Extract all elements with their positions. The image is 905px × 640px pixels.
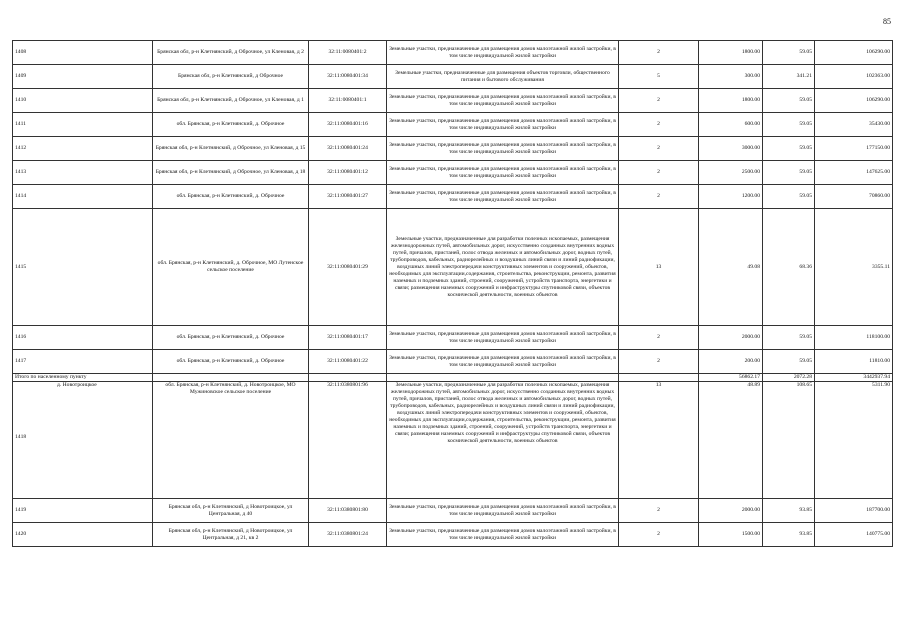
row-rate-cell: 59.05 [763, 350, 815, 374]
row-land-use-cell: Земельные участки, предназначенные для размещения домов малоэтажной жилой застройки, в том числе индивидуальной жилой застройки [387, 113, 619, 137]
summary-area: 56862.17 [699, 374, 763, 382]
table-body-obrochnoe [13, 41, 893, 374]
row-land-use-cell: Земельные участки, предназначенные для разработки полезных ископаемых, размещения железнодорожных путей, автомобильных дорог, искусственно созданных внутренних водных путей, причалов, пристаней, полос отвода железных и автомобильных дорог, водных путей, трубопроводов, кабельных, радиорелейных и воздушных линий связи и линий радиофикации, воздушных линий электропередачи конструктивных элементов и сооружений, объектов, необходимых для эксплуатации,содержания, строительства, реконструкции, ремонта, развития наземных и подземных зданий, строений, сооружений, устройств транспорта, энергетики и связи; размещения наземных сооружений и инфраструктуры спутниковой связи, объектов космической деятельности, военных объектов [387, 209, 619, 326]
page-number: 85 [883, 17, 891, 26]
row-cadastral-number-cell: 32:11:0080401:27 [309, 185, 387, 209]
row-area-cell: 3000.00 [699, 137, 763, 161]
row-use-code-cell: 2 [619, 137, 699, 161]
row-use-code-cell: 2 [619, 41, 699, 65]
row-area-cell: 200.00 [699, 350, 763, 374]
row-value-cell: 3355.11 [815, 209, 893, 326]
row-address-cell: Брянская обл, р-н Клетнянский, д Оброчное, ул Кленовая, д 1 [153, 89, 309, 113]
row-address-cell: обл. Брянская, р-н Клетнянский, д. Оброчное [153, 185, 309, 209]
row-id-cell: 1412 [13, 137, 153, 161]
row-rate-cell: 341.21 [763, 65, 815, 89]
row-cadastral-number-cell: 32:11:0080401:16 [309, 113, 387, 137]
locality-heading: д. Новотроицкое [57, 382, 97, 388]
row-value-cell: 177150.00 [815, 137, 893, 161]
row-cadastral-number-cell: 32:11:0080401:29 [309, 209, 387, 326]
table-row [13, 65, 893, 89]
row-area-cell: 1800.00 [699, 41, 763, 65]
row-cadastral-number-cell: 32:11:0080401:12 [309, 161, 387, 185]
table-row [13, 185, 893, 209]
row-cadastral-number-cell: 32:11:0080401:24 [309, 137, 387, 161]
row-rate-cell: 59.05 [763, 137, 815, 161]
row-address-cell: Брянская обл, р-н Клетнянский, д Новотроицкое, ул Центральная, д 40 [153, 499, 309, 523]
row-id-cell: 1414 [13, 185, 153, 209]
row-use-code-cell: 2 [619, 523, 699, 547]
row-address-cell: Брянская обл, р-н Клетнянский, д Оброчное, ул Кленовая, д 15 [153, 137, 309, 161]
row-land-use-cell: Земельные участки, предназначенные для размещения домов малоэтажной жилой застройки, в том числе индивидуальной жилой застройки [387, 185, 619, 209]
row-id-cell: 1416 [13, 326, 153, 350]
table-row [13, 350, 893, 374]
table-row [13, 161, 893, 185]
row-address-cell: Брянская обл, р-н Клетнянский, д Оброчное [153, 65, 309, 89]
row-id-cell: 1420 [13, 523, 153, 547]
summary-empty-code [619, 374, 699, 382]
table-row [13, 137, 893, 161]
row-value-cell: 106290.00 [815, 89, 893, 113]
row-cadastral-number-cell: 32:11:0380801:96 [309, 382, 387, 499]
table-row [13, 523, 893, 547]
row-rate-cell: 93.85 [763, 499, 815, 523]
row-use-code-cell: 5 [619, 65, 699, 89]
row-land-use-cell: Земельные участки, предназначенные для размещения домов малоэтажной жилой застройки, в том числе индивидуальной жилой застройки [387, 137, 619, 161]
row-id-cell: 1413 [13, 161, 153, 185]
row-id-cell: 1411 [13, 113, 153, 137]
row-land-use-cell: Земельные участки, предназначенные для разработки полезных ископаемых, размещения железнодорожных путей, автомобильных дорог, искусственно созданных внутренних водных путей, причалов, пристаней, полос отвода железных и автомобильных дорог, водных путей, трубопроводов, кабельных, радиорелейных и воздушных линий связи и линий радиофикации, воздушных линий электропередачи конструктивных элементов и сооружений, объектов, необходимых для эксплуатации,содержания, строительства, реконструкции, ремонта, развития наземных и подземных зданий, строений, сооружений, устройств транспорта, энергетики и связи; размещения наземных сооружений и инфраструктуры спутниковой связи, объектов космической деятельности, военных объектов [387, 382, 619, 499]
row-rate-cell: 59.05 [763, 326, 815, 350]
row-area-cell: 48.89 [699, 382, 763, 499]
summary-label: Итого по населенному пункту [13, 374, 153, 382]
row-id: 1418 [15, 434, 27, 440]
row-land-use-cell: Земельные участки, предназначенные для размещения домов малоэтажной жилой застройки, в том числе индивидуальной жилой застройки [387, 523, 619, 547]
row-value-cell: 187700.00 [815, 499, 893, 523]
row-area-cell: 1500.00 [699, 523, 763, 547]
row-id-cell: 1415 [13, 209, 153, 326]
row-land-use-cell: Земельные участки, предназначенные для размещения домов малоэтажной жилой застройки, в том числе индивидуальной жилой застройки [387, 41, 619, 65]
summary-empty-address [153, 374, 309, 382]
row-id-cell: 1410 [13, 89, 153, 113]
row-address-cell: обл. Брянская, р-н Клетнянский, д. Новотроицкое, МО Мужиновское сельское поселение [153, 382, 309, 499]
row-cadastral-number-cell: 32:11:0080401:34 [309, 65, 387, 89]
row-rate-cell: 93.85 [763, 523, 815, 547]
cadastral-value-table [12, 40, 893, 547]
summary-row [13, 374, 893, 382]
row-value-cell: 102363.00 [815, 65, 893, 89]
row-cadastral-number-cell: 32:11:0080401:17 [309, 326, 387, 350]
summary-empty-cadastral [309, 374, 387, 382]
row-use-code-cell: 2 [619, 113, 699, 137]
row-area-cell: 300.00 [699, 65, 763, 89]
row-value-cell: 140775.00 [815, 523, 893, 547]
row-area-cell: 600.00 [699, 113, 763, 137]
row-cadastral-number-cell: 32:11:0380801:24 [309, 523, 387, 547]
summary-section [13, 374, 893, 382]
table-row [13, 499, 893, 523]
summary-rate: 2072.28 [763, 374, 815, 382]
table-row [13, 382, 893, 499]
row-use-code-cell: 2 [619, 89, 699, 113]
row-value-cell: 118100.00 [815, 326, 893, 350]
row-use-code-cell: 2 [619, 326, 699, 350]
table-row [13, 209, 893, 326]
row-address-cell: Брянская обл, р-н Клетнянский, д Новотроицкое, ул Центральная, д 21, кв 2 [153, 523, 309, 547]
table-row [13, 41, 893, 65]
row-value-cell: 11810.00 [815, 350, 893, 374]
row-address-cell: обл. Брянская, р-н Клетнянский, д. Оброчное [153, 113, 309, 137]
row-area-cell: 1200.00 [699, 185, 763, 209]
row-land-use-cell: Земельные участки, предназначенные для размещения домов малоэтажной жилой застройки, в том числе индивидуальной жилой застройки [387, 89, 619, 113]
row-use-code-cell: 2 [619, 161, 699, 185]
row-rate-cell: 59.05 [763, 89, 815, 113]
row-area-cell: 2000.00 [699, 326, 763, 350]
locality-id-cell [13, 382, 153, 499]
row-address-cell: обл. Брянская, р-н Клетнянский, д. Оброчное, МО Лутенское сельское поселение [153, 209, 309, 326]
row-value-cell: 106290.00 [815, 41, 893, 65]
row-id-cell: 1409 [13, 65, 153, 89]
row-land-use-cell: Земельные участки, предназначенные для размещения домов малоэтажной жилой застройки, в том числе индивидуальной жилой застройки [387, 326, 619, 350]
row-address-cell: обл. Брянская, р-н Клетнянский, д. Оброчное [153, 326, 309, 350]
row-value-cell: 147625.00 [815, 161, 893, 185]
table-body-novotroitskoe [13, 382, 893, 547]
row-area-cell: 2000.00 [699, 499, 763, 523]
row-rate-cell: 59.05 [763, 41, 815, 65]
row-use-code-cell: 2 [619, 499, 699, 523]
row-land-use-cell: Земельные участки, предназначенные для размещения домов малоэтажной жилой застройки, в том числе индивидуальной жилой застройки [387, 161, 619, 185]
row-area-cell: 2500.00 [699, 161, 763, 185]
row-land-use-cell: Земельные участки, предназначенные для размещения объектов торговли, общественного питания и бытового обслуживания [387, 65, 619, 89]
row-use-code-cell: 2 [619, 185, 699, 209]
row-cadastral-number-cell: 32:11:0380801:80 [309, 499, 387, 523]
row-value-cell: 70860.00 [815, 185, 893, 209]
row-area-cell: 1800.00 [699, 89, 763, 113]
row-rate-cell: 59.05 [763, 113, 815, 137]
row-use-code-cell: 13 [619, 382, 699, 499]
row-address-cell: Брянская обл, р-н Клетнянский, д Оброчное, ул Кленовая, д 18 [153, 161, 309, 185]
row-address-cell: Брянская обл, р-н Клетнянский, д Оброчное, ул Кленовая, д 2 [153, 41, 309, 65]
row-land-use-cell: Земельные участки, предназначенные для размещения домов малоэтажной жилой застройки, в том числе индивидуальной жилой застройки [387, 499, 619, 523]
row-cadastral-number-cell: 32:11:0080401:2 [309, 41, 387, 65]
table-row [13, 113, 893, 137]
row-use-code-cell: 13 [619, 209, 699, 326]
row-rate-cell: 59.05 [763, 161, 815, 185]
row-rate-cell: 68.36 [763, 209, 815, 326]
row-value-cell: 5311.90 [815, 382, 893, 499]
summary-empty-use [387, 374, 619, 382]
row-id-cell: 1408 [13, 41, 153, 65]
row-land-use-cell: Земельные участки, предназначенные для размещения домов малоэтажной жилой застройки, в том числе индивидуальной жилой застройки [387, 350, 619, 374]
row-value-cell: 35430.00 [815, 113, 893, 137]
row-cadastral-number-cell: 32:11:0080401:1 [309, 89, 387, 113]
row-address-cell: обл. Брянская, р-н Клетнянский, д. Оброчное [153, 350, 309, 374]
row-id-cell: 1417 [13, 350, 153, 374]
row-use-code-cell: 2 [619, 350, 699, 374]
summary-value: 3442937.94 [815, 374, 893, 382]
row-id-cell: 1419 [13, 499, 153, 523]
row-rate-cell: 108.65 [763, 382, 815, 499]
table-row [13, 89, 893, 113]
row-rate-cell: 59.05 [763, 185, 815, 209]
row-area-cell: 49.08 [699, 209, 763, 326]
table-row [13, 326, 893, 350]
row-cadastral-number-cell: 32:11:0080401:22 [309, 350, 387, 374]
